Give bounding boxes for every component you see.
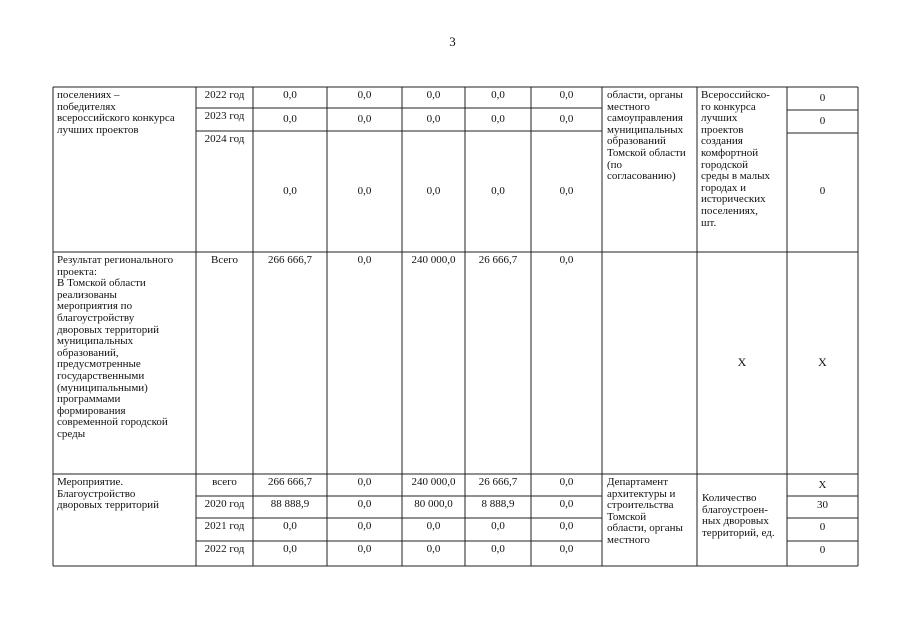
row3-regional-1: 80 000,0: [414, 498, 453, 510]
row3-total-2: 0,0: [283, 520, 297, 532]
row1-2022-regional: 0,0: [426, 89, 441, 101]
row1-2023-federal: 0,0: [357, 113, 372, 125]
page-number: 3: [449, 34, 456, 49]
row1-2024-local: 0,0: [491, 185, 505, 197]
row3-total-0: 266 666,7: [268, 476, 312, 488]
row1-name: поселениях – победителях всероссийского конкурса лучших проектов: [57, 89, 175, 136]
row3-period-0: всего: [212, 476, 237, 488]
row2-total: 266 666,7: [268, 254, 312, 266]
row1-year-2022: 2022 год: [204, 89, 245, 101]
row1-2022-other: 0,0: [559, 89, 574, 101]
row2-regional: 240 000,0: [411, 254, 456, 266]
row3-indicator: Количество благоустроен- ных дворовых территорий, ед.: [702, 492, 775, 539]
row1-value-2024: 0: [819, 185, 826, 197]
row3-value-1: 30: [817, 499, 828, 511]
row3-other-2: 0,0: [559, 520, 574, 532]
row2-indicator: Х: [737, 355, 747, 369]
row3-federal-2: 0,0: [357, 520, 372, 532]
row3-other-0: 0,0: [559, 476, 574, 488]
row3-federal-3: 0,0: [357, 543, 372, 555]
row1-2022-local: 0,0: [491, 89, 505, 101]
row2-federal: 0,0: [357, 254, 372, 266]
row3-name: Мероприятие. Благоустройство дворовых территорий: [57, 476, 160, 512]
row1-2024-total: 0,0: [283, 185, 297, 197]
row3-local-3: 0,0: [491, 543, 505, 555]
row3-other-3: 0,0: [559, 543, 574, 555]
row2-other: 0,0: [559, 254, 574, 266]
row2-period: Всего: [211, 254, 238, 266]
row3-total-1: 88 888,9: [270, 498, 310, 510]
row1-2024-other: 0,0: [559, 185, 574, 197]
row3-local-0: 26 666,7: [478, 476, 518, 488]
row3-federal-0: 0,0: [357, 476, 372, 488]
row1-2023-local: 0,0: [491, 113, 505, 125]
row3-local-2: 0,0: [491, 520, 505, 532]
row3-executor: Департамент архитектуры и строительства Томской области, органы местного: [607, 476, 683, 546]
row3-other-1: 0,0: [559, 498, 574, 510]
row2-value: Х: [818, 355, 827, 369]
row1-2023-regional: 0,0: [426, 113, 441, 125]
row1-2024-regional: 0,0: [426, 185, 441, 197]
row3-regional-2: 0,0: [426, 520, 441, 532]
row3-period-3: 2022 год: [204, 543, 245, 555]
row3-federal-1: 0,0: [357, 498, 372, 510]
row3-regional-3: 0,0: [426, 543, 441, 555]
row1-2023-total: 0,0: [283, 113, 297, 125]
row1-value-2022: 0: [819, 92, 826, 104]
row3-value-3: 0: [819, 544, 826, 556]
row1-2022-total: 0,0: [283, 89, 297, 101]
row3-value-0: Х: [818, 479, 827, 491]
row3-regional-0: 240 000,0: [411, 476, 456, 488]
row1-2022-federal: 0,0: [357, 89, 372, 101]
row3-local-1: 8 888,9: [481, 498, 515, 510]
row1-2024-federal: 0,0: [357, 185, 372, 197]
row1-2023-other: 0,0: [559, 113, 574, 125]
row1-executor: области, органы местного самоуправления муниципальных образований Томской области (по согласованию): [607, 89, 686, 183]
row1-year-2024: 2024 год: [204, 133, 245, 145]
row3-period-1: 2020 год: [204, 498, 245, 510]
row3-total-3: 0,0: [283, 543, 297, 555]
row1-value-2023: 0: [819, 115, 826, 127]
row2-name: Результат регионального проекта: В Томской области реализованы мероприятия по благоустройству дворовых территорий муниципальных образований, предусмотренные государственными (муниципальными) программами формирования современной городской среды: [57, 254, 174, 440]
row2-local: 26 666,7: [478, 254, 518, 266]
row3-period-2: 2021 год: [204, 520, 245, 532]
row1-indicator: Всероссийско- го конкурса лучших проектов создания комфортной городской среды в малых городах и исторических поселениях, шт.: [701, 89, 771, 229]
row1-year-2023: 2023 год: [204, 110, 245, 122]
row3-value-2: 0: [819, 521, 826, 533]
